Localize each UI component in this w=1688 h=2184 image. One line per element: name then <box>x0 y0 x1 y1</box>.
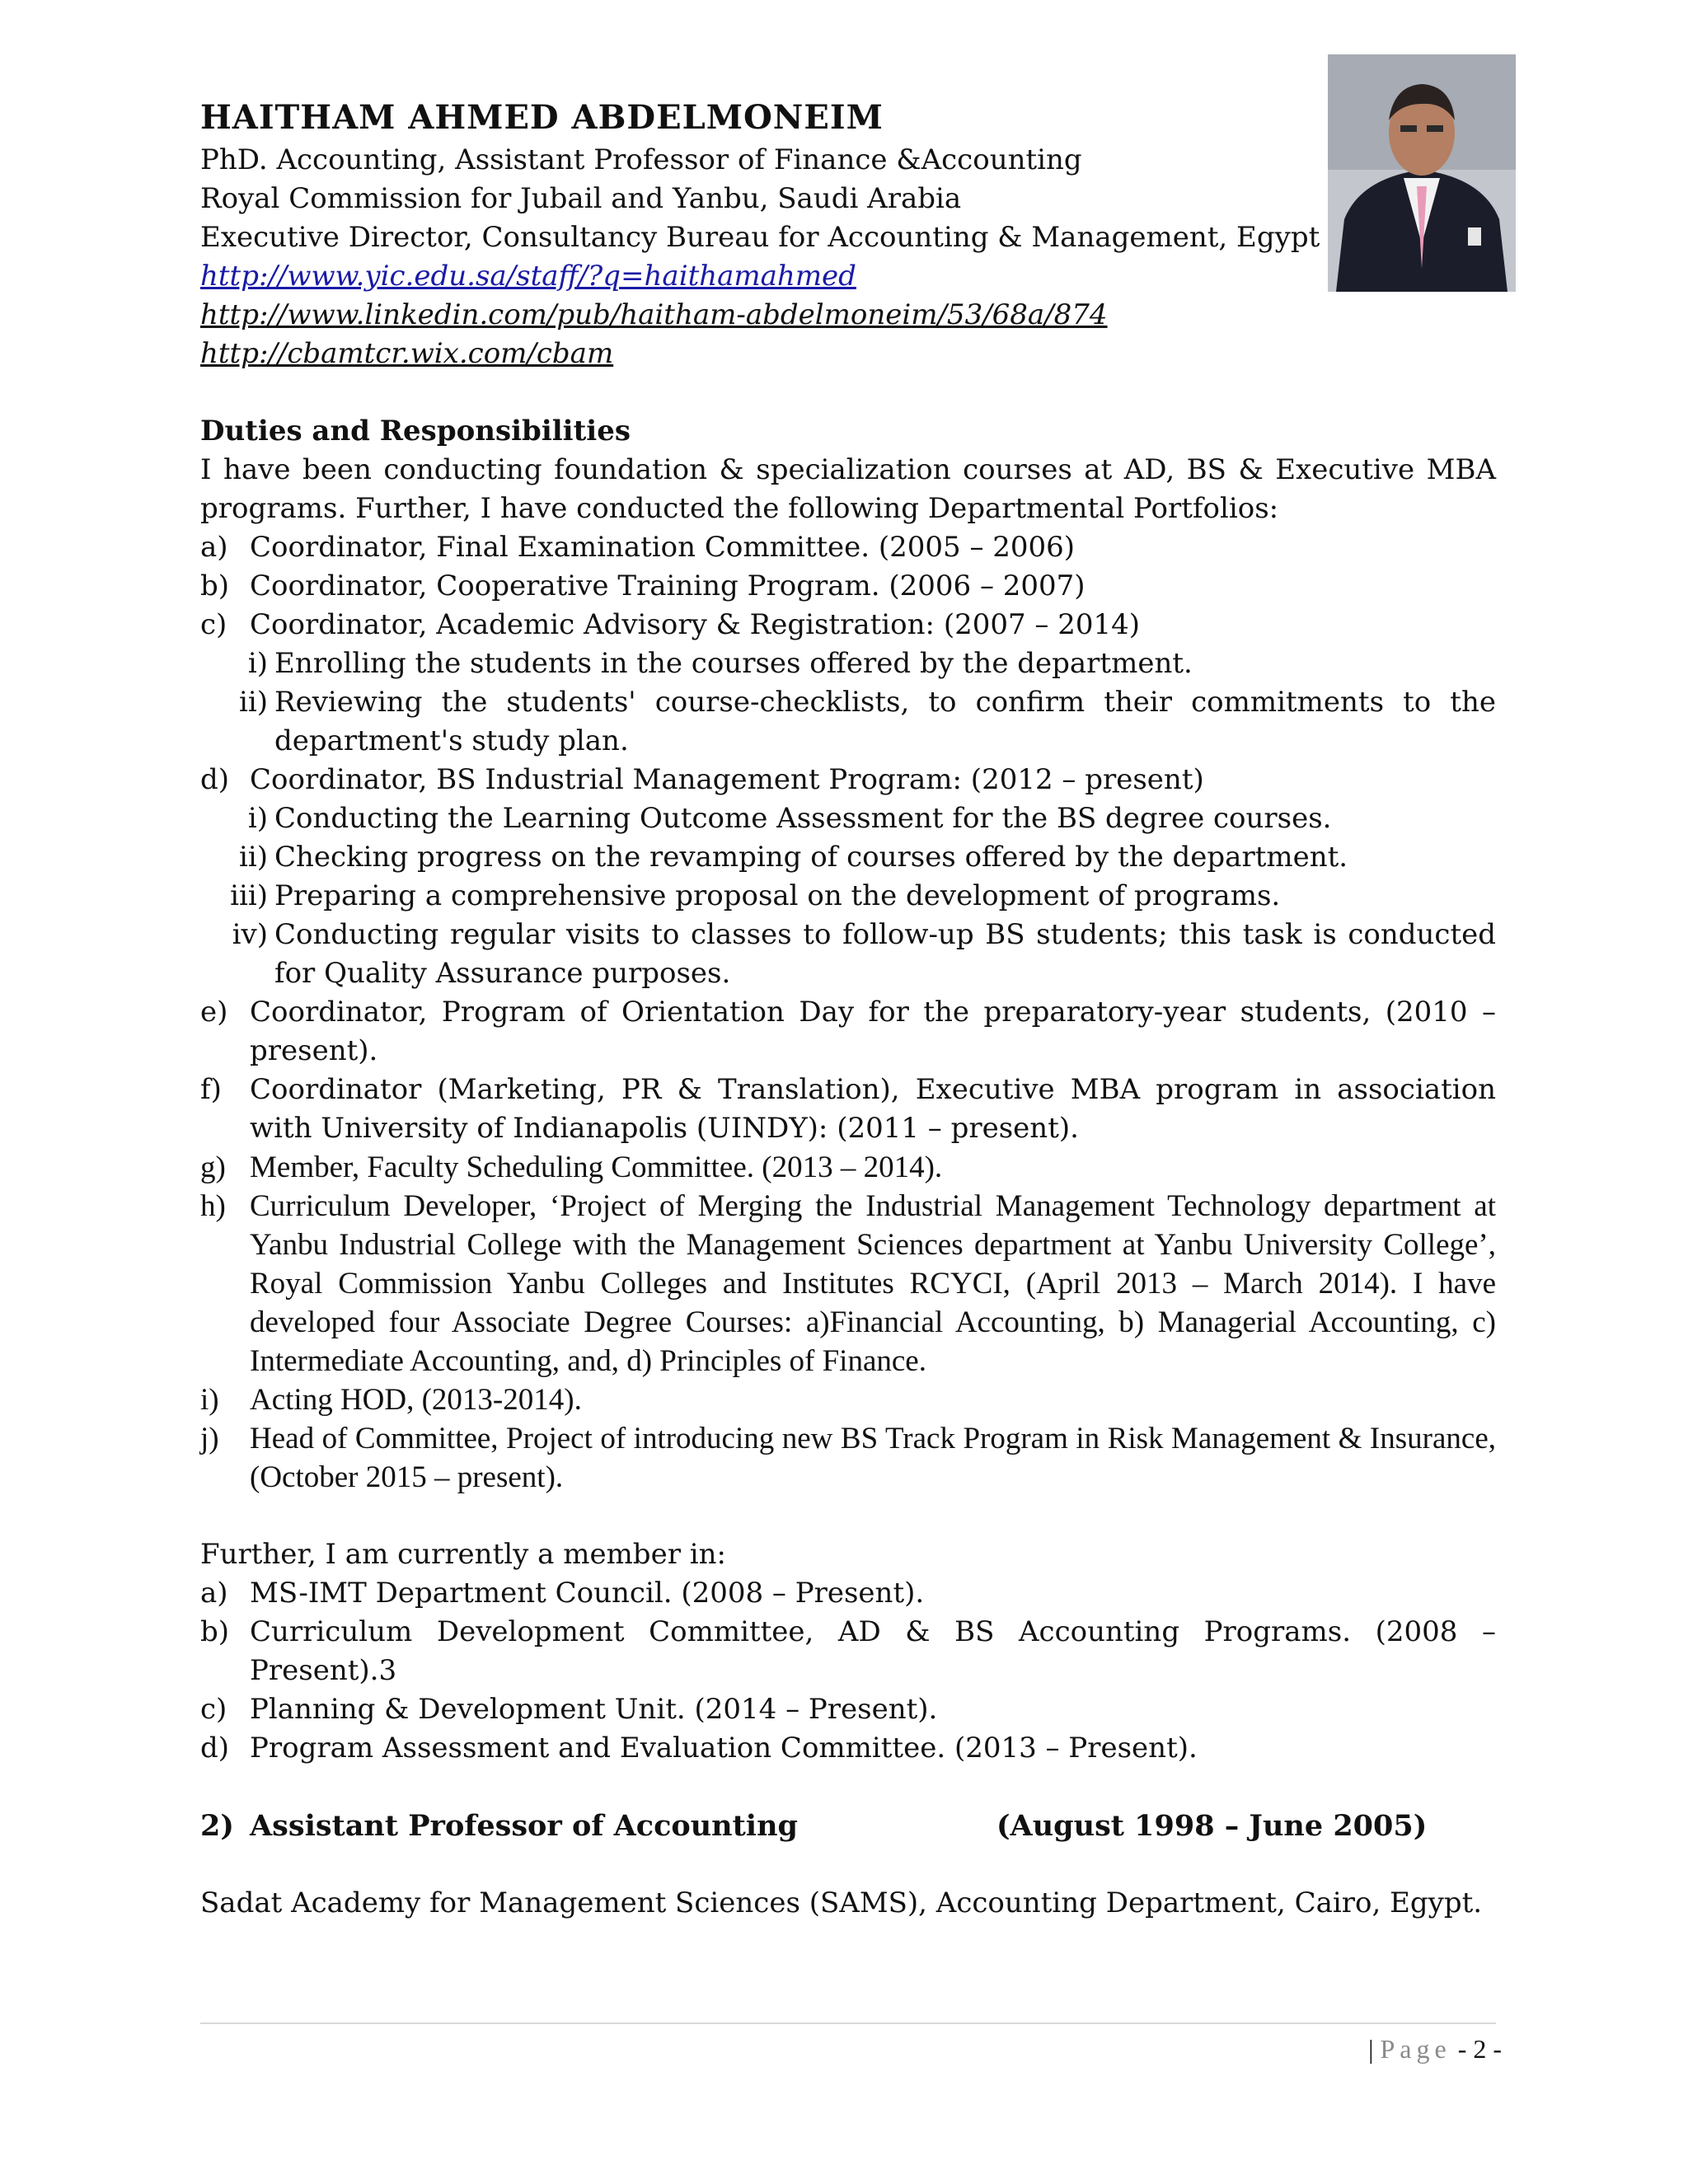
sub-list-item: ii) Reviewing the students' course-checklists, to confirm their commitments to the department's study plan. <box>238 686 1496 757</box>
duties-title: Duties and Responsibilities <box>200 415 631 448</box>
member-intro: Further, I am currently a member in: <box>200 1538 726 1571</box>
list-item: h) Curriculum Developer, ‘Project of Merging the Industrial Management Technology department at Yanbu Industrial College with the Management Sciences department at Yanbu University College’, Royal Commission Yanbu Colleges and Institutes RCYCI, (April 2013 – March 2014). I have developed four Associate Degree Courses: a)Financial Accounting, b) Managerial Accounting, c) Intermediate Accounting, and, d) Principles of Finance. <box>200 1189 1496 1378</box>
sub-list-item: iv) Conducting regular visits to classes to follow-up BS students; this task is conducted for Quality Assurance purposes. <box>232 918 1496 990</box>
list-item: j) Head of Committee, Project of introducing new BS Track Program in Risk Management & Insurance, (October 2015 – present). <box>200 1422 1496 1494</box>
sub-list-item: i) Enrolling the students in the courses offered by the department. <box>247 647 1193 680</box>
list-item: a) Coordinator, Final Examination Committee. (2005 – 2006) <box>200 531 1076 564</box>
list-item: b) Curriculum Development Committee, AD & BS Accounting Programs. (2008 – Present).3 <box>200 1615 1496 1687</box>
list-item: b) Coordinator, Cooperative Training Program. (2006 – 2007) <box>200 569 1085 602</box>
list-item: c) Coordinator, Academic Advisory & Registration: (2007 – 2014) <box>200 608 1141 641</box>
job-heading <box>200 1807 1496 1845</box>
job-institution: Sadat Academy for Management Sciences (SAMS), Accounting Department, Cairo, Egypt. <box>200 1886 1483 1919</box>
spacer <box>200 1845 1496 1884</box>
spacer <box>200 1497 1496 1535</box>
footer-separator: | <box>1368 2034 1374 2064</box>
header-degree: PhD. Accounting, Assistant Professor of Finance &Accounting <box>200 143 1082 176</box>
list-item: e) Coordinator, Program of Orientation Day for the preparatory-year students, (2010 – present). <box>200 996 1496 1067</box>
page-footer <box>1368 2032 1502 2065</box>
footer-page-number: - 2 - <box>1457 2034 1502 2064</box>
footer-page-word: Page <box>1380 2034 1451 2064</box>
sub-list-item: iii) Preparing a comprehensive proposal on the development of programs. <box>230 879 1281 912</box>
job-number: 2) <box>200 1809 234 1843</box>
link-cbam[interactable]: http://cbamtcr.wix.com/cbam <box>200 337 614 370</box>
list-item: f) Coordinator (Marketing, PR & Translation), Executive MBA program in association with University of Indianapolis (UINDY): (2011 – present). <box>200 1073 1496 1145</box>
list-item: a) MS-IMT Department Council. (2008 – Present). <box>200 1577 925 1610</box>
resume-page <box>200 95 1496 1923</box>
list-item: d) Coordinator, BS Industrial Management Program: (2012 – present) <box>200 763 1204 796</box>
sub-list-item: ii) Checking progress on the revamping of courses offered by the department. <box>238 841 1348 874</box>
duties-intro: I have been conducting foundation & specialization courses at AD, BS & Executive MBA programs. Further, I have conducted the following Departmental Portfolios: <box>200 453 1496 525</box>
job-title: Assistant Professor of Accounting <box>250 1809 798 1843</box>
list-item: d) Program Assessment and Evaluation Committee. (2013 – Present). <box>200 1732 1198 1765</box>
header-director: Executive Director, Consultancy Bureau for Accounting & Management, Egypt <box>200 221 1320 254</box>
person-name: HAITHAM AHMED ABDELMONEIM <box>200 98 884 137</box>
list-item: i) Acting HOD, (2013-2014). <box>200 1383 582 1417</box>
sub-list-item: i) Conducting the Learning Outcome Assessment for the BS degree courses. <box>247 802 1332 835</box>
job-dates: (August 1998 – June 2005) <box>996 1809 1428 1843</box>
list-item: g) Member, Faculty Scheduling Committee. (2013 – 2014). <box>200 1151 943 1184</box>
header-employer: Royal Commission for Jubail and Yanbu, Saudi Arabia <box>200 182 962 215</box>
link-linkedin[interactable]: http://www.linkedin.com/pub/haitham-abdelmoneim/53/68a/874 <box>200 298 1108 331</box>
list-item: c) Planning & Development Unit. (2014 – Present). <box>200 1693 938 1726</box>
link-yic-staff[interactable]: http://www.yic.edu.sa/staff/?q=haithamahmed <box>200 260 856 293</box>
footer-divider <box>200 2022 1496 2024</box>
